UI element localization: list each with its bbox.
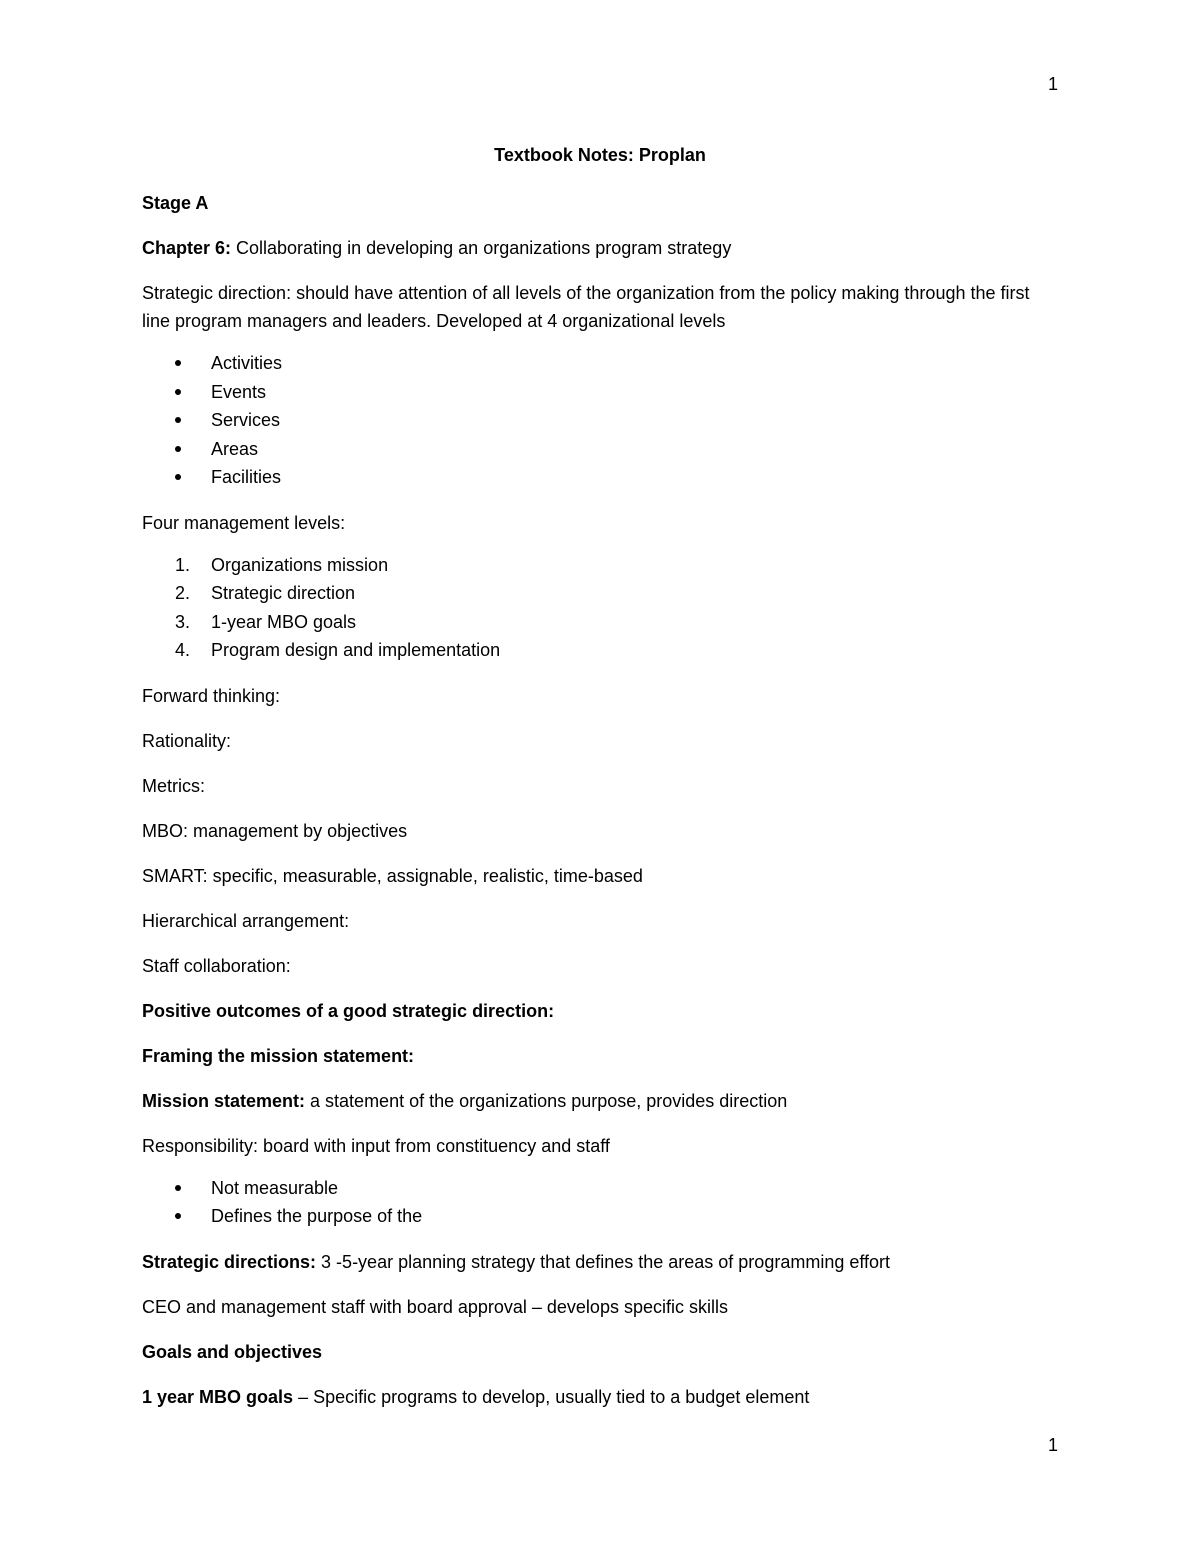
list-item: Facilities — [142, 463, 1058, 492]
list-item: Activities — [142, 349, 1058, 378]
organizational-levels-list — [142, 349, 1058, 492]
smart-line: SMART: specific, measurable, assignable, realistic, time-based — [142, 865, 643, 886]
chapter-line: Chapter 6: Collaborating in developing an organizations program strategy — [142, 238, 732, 258]
page-number-footer: 1 — [1047, 1435, 1058, 1455]
list-item: Not measurable — [142, 1174, 1058, 1203]
positive-outcomes-heading: Positive outcomes of a good strategic direction: — [142, 1000, 555, 1021]
list-item: 1. Organizations mission — [175, 554, 389, 575]
staff-collaboration-line: Staff collaboration: — [142, 955, 291, 976]
goals-heading: Goals and objectives — [142, 1341, 323, 1362]
list-item: 4. Program design and implementation — [175, 640, 501, 660]
list-item: Events — [142, 378, 1058, 407]
stage-heading: Stage A — [142, 193, 209, 213]
list-item: 3. 1-year MBO goals — [175, 611, 357, 632]
strategic-direction-paragraph: Strategic direction: should have attention of all levels of the organization from the policy making through the first line program managers and leaders. Developed at 4 organizational levels — [142, 283, 1030, 331]
list-item: Services — [142, 406, 1058, 435]
hierarchical-line: Hierarchical arrangement: — [142, 910, 350, 931]
mbo-line: MBO: management by objectives — [142, 820, 408, 841]
list-item: Defines the purpose of the — [142, 1202, 1058, 1231]
mission-statement-line: Mission statement: a statement of the organizations purpose, provides direction — [142, 1090, 788, 1111]
mission-points-list — [142, 1174, 1058, 1231]
metrics-line: Metrics: — [142, 775, 205, 796]
management-levels-heading: Four management levels: — [142, 512, 346, 533]
list-item: Areas — [142, 435, 1058, 464]
forward-thinking-line: Forward thinking: — [142, 685, 281, 706]
document-title: Textbook Notes: Proplan — [494, 145, 706, 165]
management-levels-list — [142, 551, 1058, 665]
document-body — [142, 189, 1058, 1428]
framing-heading: Framing the mission statement: — [142, 1045, 415, 1066]
ceo-line: CEO and management staff with board approval – develops specific skills — [142, 1296, 728, 1317]
responsibility-line: Responsibility: board with input from constituency and staff — [142, 1135, 610, 1156]
strategic-directions-line: Strategic directions: 3 -5-year planning strategy that defines the areas of programming effort — [142, 1251, 891, 1272]
list-item: 2. Strategic direction — [175, 583, 356, 603]
mbo-goals-line: 1 year MBO goals – Specific programs to develop, usually tied to a budget element — [142, 1386, 810, 1407]
page-number-header: 1 — [1047, 74, 1058, 94]
rationality-line: Rationality: — [142, 730, 232, 751]
